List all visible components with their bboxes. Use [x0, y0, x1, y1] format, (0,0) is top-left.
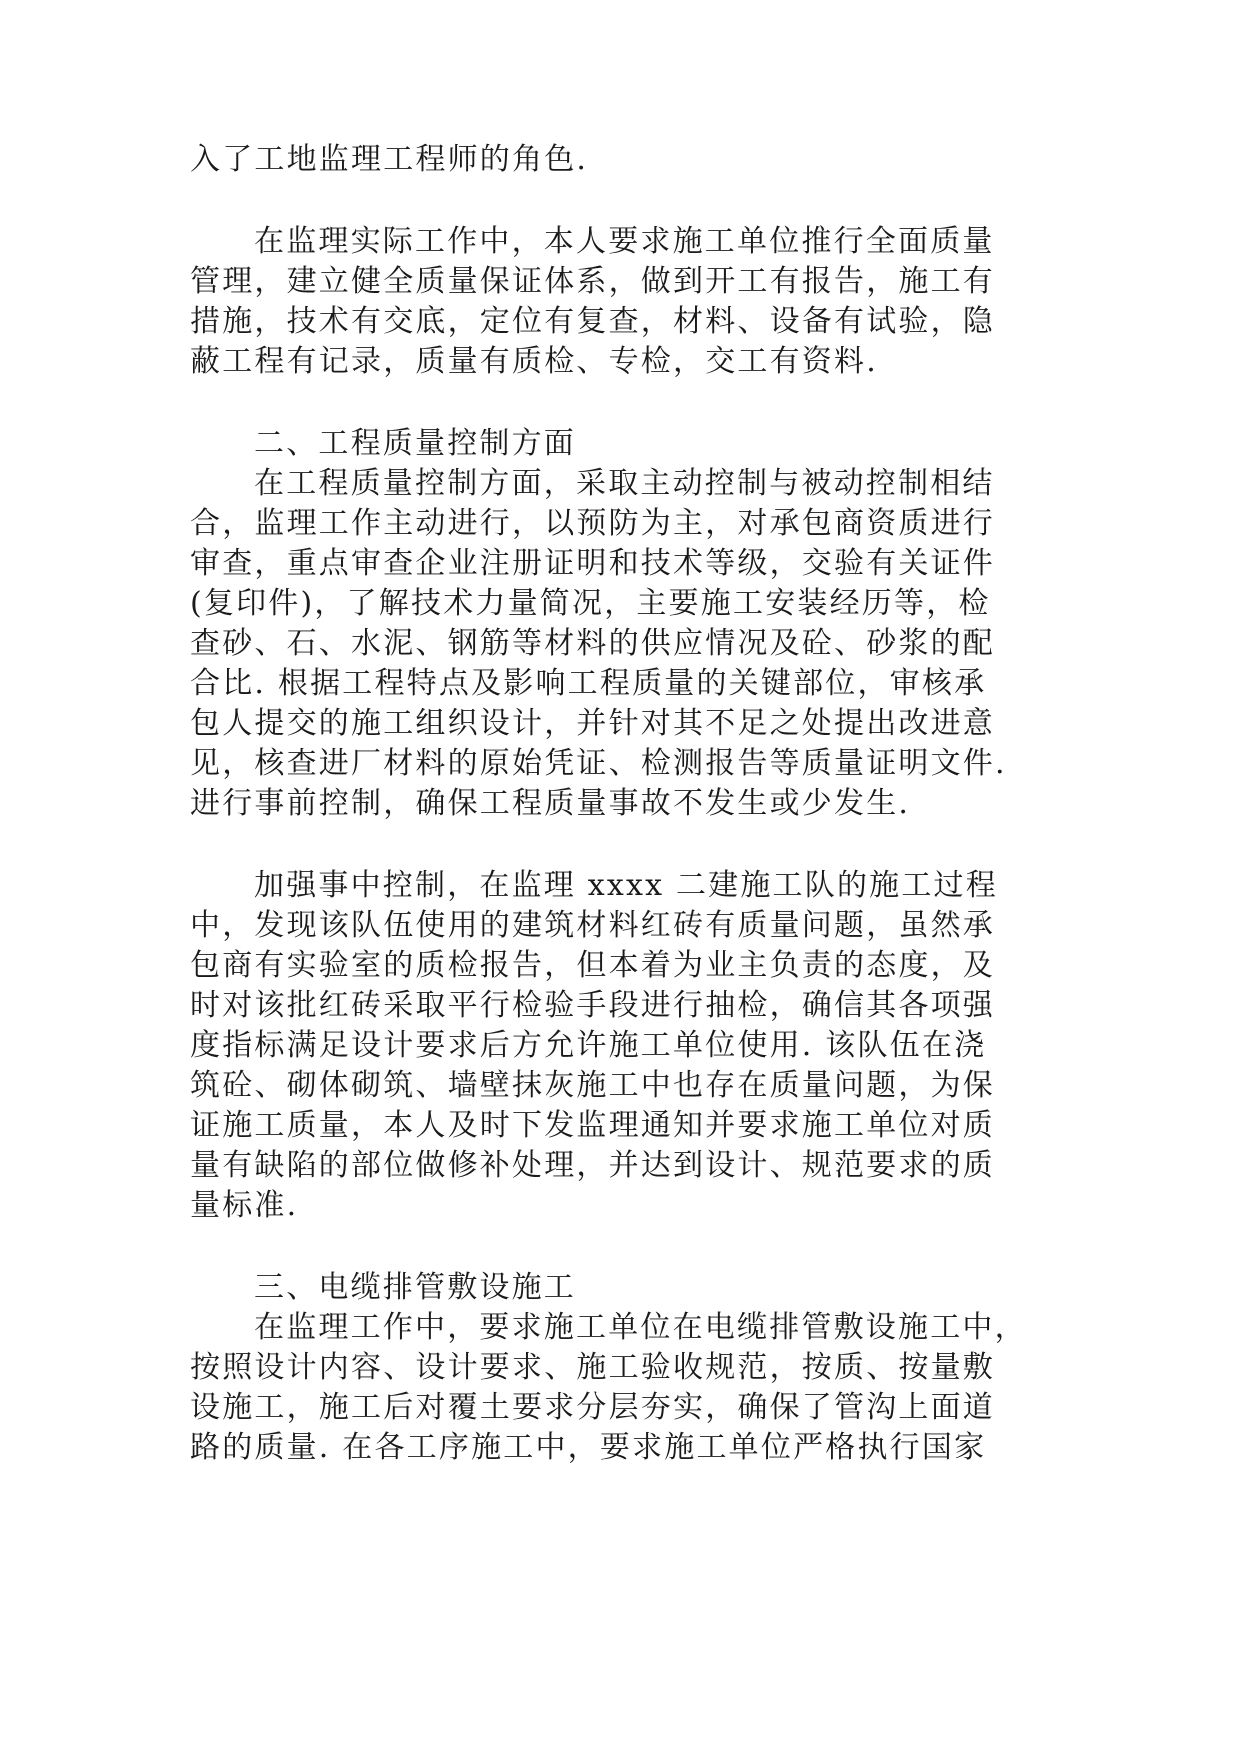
text-line: 进行事前控制，确保工程质量事故不发生或少发生.: [190, 786, 911, 821]
text-line: 在监理工作中，要求施工单位在电缆排管敷设施工中，: [254, 1310, 1027, 1345]
text-line: 合比. 根据工程特点及影响工程质量的关键部位，审核承: [190, 666, 987, 701]
text-line: 管理，建立健全质量保证体系，做到开工有报告，施工有: [190, 264, 995, 299]
text-line: 筑砼、砌体砌筑、墙壁抹灰施工中也存在质量问题，为保: [190, 1068, 995, 1103]
text-line: 量标准.: [190, 1188, 299, 1223]
text-line: 包人提交的施工组织设计，并针对其不足之处提出改进意: [190, 706, 995, 741]
text-line: 入了工地监理工程师的角色.: [190, 142, 589, 177]
section-heading: 二、工程质量控制方面: [254, 426, 576, 461]
text-line: 中，发现该队伍使用的建筑材料红砖有质量问题，虽然承: [190, 908, 995, 943]
section-heading: 三、电缆排管敷设施工: [254, 1270, 576, 1305]
paragraph-gap: [190, 382, 1050, 424]
text-line: 在工程质量控制方面，采取主动控制与被动控制相结: [254, 466, 995, 501]
text-line: 查砂、石、水泥、钢筋等材料的供应情况及砼、砂浆的配: [190, 626, 995, 661]
paragraph-gap: [190, 180, 1050, 222]
text-line: 按照设计内容、设计要求、施工验收规范，按质、按量敷: [190, 1350, 995, 1385]
text-line: 加强事中控制，在监理 xxxx 二建施工队的施工过程: [254, 868, 998, 903]
text-line: 在监理实际工作中，本人要求施工单位推行全面质量: [254, 224, 995, 259]
paragraph-gap: [190, 824, 1050, 866]
text-line: 蔽工程有记录，质量有质检、专检，交工有资料.: [190, 344, 878, 379]
text-line: 见，核查进厂材料的原始凭证、检测报告等质量证明文件.: [190, 746, 1007, 781]
text-line: 审查，重点审查企业注册证明和技术等级，交验有关证件: [190, 546, 995, 581]
text-line: 合，监理工作主动进行，以预防为主，对承包商资质进行: [190, 506, 995, 541]
text-line: 设施工，施工后对覆土要求分层夯实，确保了管沟上面道: [190, 1390, 995, 1425]
document-body: [190, 140, 1050, 1468]
text-line: 度指标满足设计要求后方允许施工单位使用. 该队伍在浇: [190, 1028, 987, 1063]
text-line: 措施，技术有交底，定位有复查，材料、设备有试验，隐: [190, 304, 995, 339]
text-line: 证施工质量，本人及时下发监理通知并要求施工单位对质: [190, 1108, 995, 1143]
text-line: 路的质量. 在各工序施工中，要求施工单位严格执行国家: [190, 1430, 987, 1465]
text-line: 包商有实验室的质检报告，但本着为业主负责的态度，及: [190, 948, 995, 983]
paragraph-gap: [190, 1226, 1050, 1268]
text-line: (复印件)，了解技术力量简况，主要施工安装经历等，检: [190, 586, 991, 621]
text-line: 量有缺陷的部位做修补处理，并达到设计、规范要求的质: [190, 1148, 995, 1183]
text-line: 时对该批红砖采取平行检验手段进行抽检，确信其各项强: [190, 988, 995, 1023]
